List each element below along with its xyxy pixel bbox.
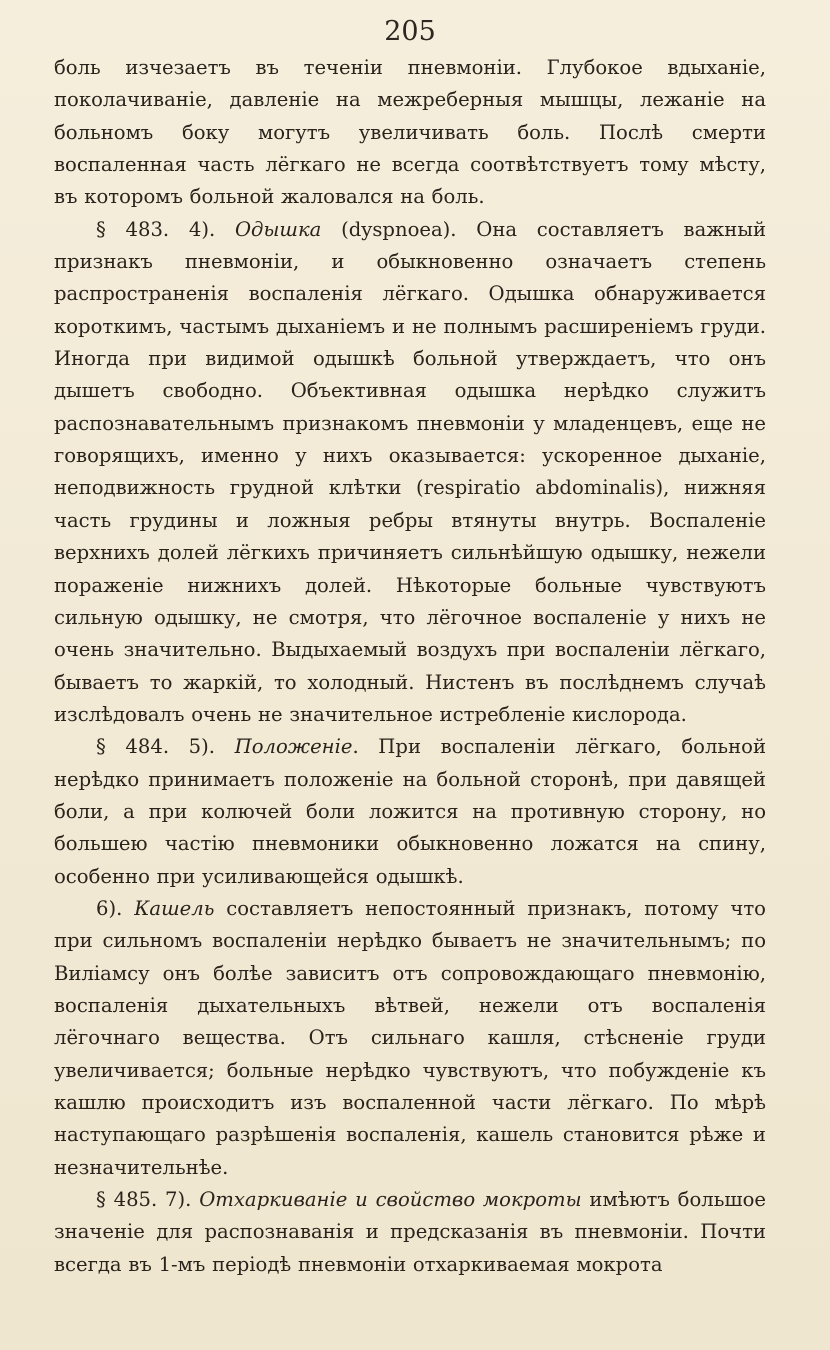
term-dyspnoea: Одышка xyxy=(234,217,322,241)
text-segment: боль изчезаетъ въ теченіи пневмоніи. Глубокое вдыханіе, поколачиваніе, давленіе на межреберныя мышцы, лежаніе на больномъ боку могутъ увеличивать боль. Послѣ смерти воспаленная часть лёгкаго не всегда соотвѣтствуетъ тому мѣсту, въ которомъ больной жаловался на боль. xyxy=(54,56,766,209)
term-cough: Кашель xyxy=(134,896,215,920)
paragraph-485-expectoration xyxy=(54,1184,766,1281)
paragraph-pain-continuation xyxy=(54,52,766,214)
paragraph-484-position xyxy=(54,731,766,893)
text-segment: . При воспаленіи лёгкаго, больной нерѣдко принимаетъ положеніе на больной сторонѣ, при давящей боли, а при колючей боли ложится на противную сторону, но большею частію пневмоники обыкновенно ложатся на спину, особенно при усиливающейся одышкѣ. xyxy=(54,735,767,888)
section-label-484: § 484. 5). xyxy=(96,735,235,759)
section-label-483: § 483. 4). xyxy=(96,217,235,241)
text-segment: составляетъ непостоянный признакъ, потому что при сильномъ воспаленіи нерѣдко бываетъ не значительнымъ; по Виліамсу онъ болѣе зависитъ отъ сопровождающаго пневмонію, воспаленія дыхательныхъ вѣтвей, нежели отъ воспаленія лёгочнаго вещества. Отъ сильнаго кашля, стѣсненіе груди увеличивается; больные нерѣдко чувствуютъ, что побужденіе къ кашлю происходитъ изъ воспаленной части лёгкаго. По мѣрѣ наступающаго разрѣшенія воспаленія, кашель становится рѣже и незначительнѣе. xyxy=(54,896,766,1179)
page-number: 205 xyxy=(384,16,436,47)
paragraph-483-dyspnoea xyxy=(54,214,766,732)
text-segment: имѣютъ большое значеніе для распознаванія и предсказанія въ пневмоніи. Почти всегда въ 1-мъ періодѣ пневмоніи отхаркиваемая мокрота xyxy=(54,1188,766,1276)
term-expectoration: Отхаркиваніе и свойство мокроты xyxy=(199,1188,582,1212)
paragraph-6-cough xyxy=(54,893,766,1184)
section-label-6: 6). xyxy=(96,896,135,920)
term-position: Положеніе xyxy=(234,735,353,759)
section-label-485: § 485. 7). xyxy=(96,1188,200,1212)
text-segment: (dyspnoea). Она составляетъ важный признакъ пневмоніи, и обыкновенно означаетъ степень распространенія воспаленія лёгкаго. Одышка обнаруживается короткимъ, частымъ дыханіемъ и не полнымъ расширеніемъ груди. Иногда при видимой одышкѣ больной утверждаетъ, что онъ дышетъ свободно. Объективная одышка нерѣдко служитъ распознавательнымъ признакомъ пневмоніи у младенцевъ, еще не говорящихъ, именно у нихъ оказывается: ускоренное дыханіе, неподвижность грудной клѣтки (respiratio abdominalis), нижняя часть грудины и ложныя ребры втянуты внутрь. Воспаленіе верхнихъ долей лёгкихъ причиняетъ сильнѣйшую одышку, нежели пораженіе нижнихъ долей. Нѣкоторые больные чувствуютъ сильную одышку, не смотря, что лёгочное воспаленіе у нихъ не очень значительно. Выдыхаемый воздухъ при воспаленіи лёгкаго, бываетъ то жаркій, то холодный. Нистенъ въ послѣднемъ случаѣ изслѣдовалъ очень не значительное истребленіе кислорода. xyxy=(54,217,767,726)
page-body xyxy=(54,52,766,1281)
